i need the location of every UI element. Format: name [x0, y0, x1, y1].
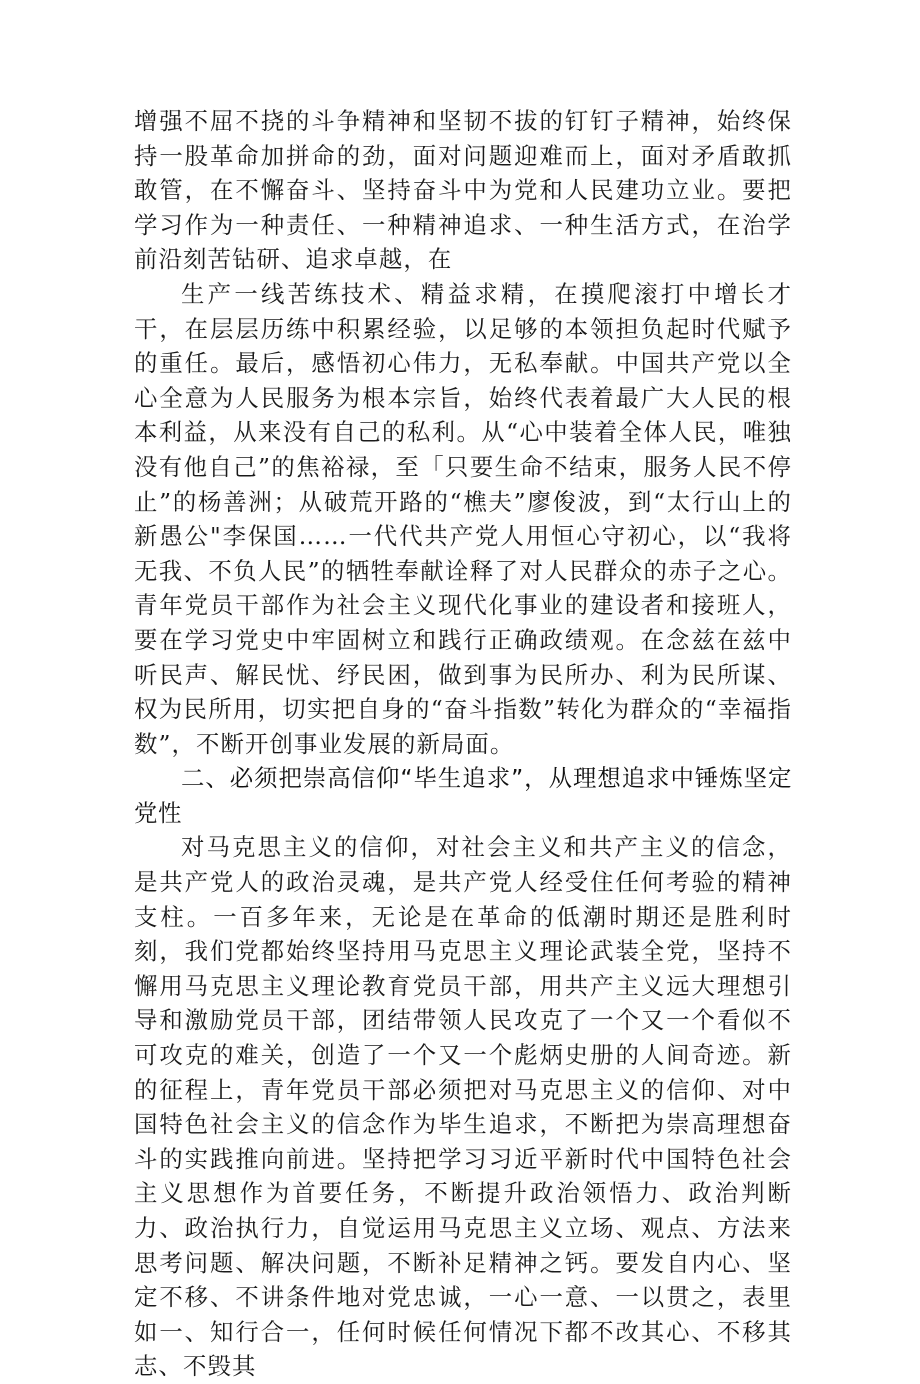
paragraph-selfless-dedication: 生产一线苦练技术、精益求精，在摸爬滚打中增长才干，在层层历练中积累经验，以足够的本领担负起时代赋予的重任。最后，感悟初心伟力，无私奉献。中国共产党以全心全意为人民服务为根本宗旨，始终代表着最广大人民的根本利益，从来没有自己的私利。从“心中装着全体人民，唯独没有他自己”的焦裕禄，至「只要生命不结束，服务人民不停止”的杨善洲；从破荒开路的“樵夫”廖俊波，到“太行山上的新愚公"李保国……一代代共产党人用恒心守初心，以“我将无我、不负人民”的牺牲奉献诠释了对人民群众的赤子之心。青年党员干部作为社会主义现代化事业的建设者和接班人，要在学习党史中牢固树立和践行正确政绩观。在念兹在兹中听民声、解民忧、纾民困，做到事为民所办、利为民所谋、权为民所用，切实把自身的“奋斗指数”转化为群众的“幸福指数”，不断开创事业发展的新局面。	[134, 279, 792, 758]
paragraph-marxism-belief: 对马克思主义的信仰，对社会主义和共产主义的信念，是共产党人的政治灵魂，是共产党人经受住任何考验的精神支柱。一百多年来，无论是在革命的低潮时期还是胜利时刻，我们党都始终坚持用马克思主义理论武装全党，坚持不懈用马克思主义理论教育党员干部，用共产主义远大理想引导和激励党员干部，团结带领人民攻克了一个又一个看似不可攻克的难关，创造了一个又一个彪炳史册的人间奇迹。新的征程上，青年党员干部必须把对马克思主义的信仰、对中国特色社会主义的信念作为毕生追求，不断把为崇高理想奋斗的实践推向前进。坚持把学习习近平新时代中国特色社会主义思想作为首要任务，不断提升政治领悟力、政治判断力、政治执行力，自觉运用马克思主义立场、观点、方法来思考问题、解决问题，不断补足精神之钙。要发自内心、坚定不移、不讲条件地对党忠诚，一心一意、一以贯之，表里如一、知行合一，任何时候任何情况下都不改其心、不移其志、不毁其	[134, 833, 792, 1381]
document-body	[134, 104, 792, 1384]
section-heading-lofty-faith: 二、必须把崇高信仰“毕生追求”，从理想追求中锤炼坚定党性	[134, 764, 792, 827]
paragraph-continuation: 增强不屈不挠的斗争精神和坚韧不拔的钉钉子精神，始终保持一股革命加拼命的劲，面对问题迎难而上，面对矛盾敢抓敢管，在不懈奋斗、坚持奋斗中为党和人民建功立业。要把学习作为一种责任、一种精神追求、一种生活方式，在治学前沿刻苦钻研、追求卓越，在	[134, 107, 792, 274]
